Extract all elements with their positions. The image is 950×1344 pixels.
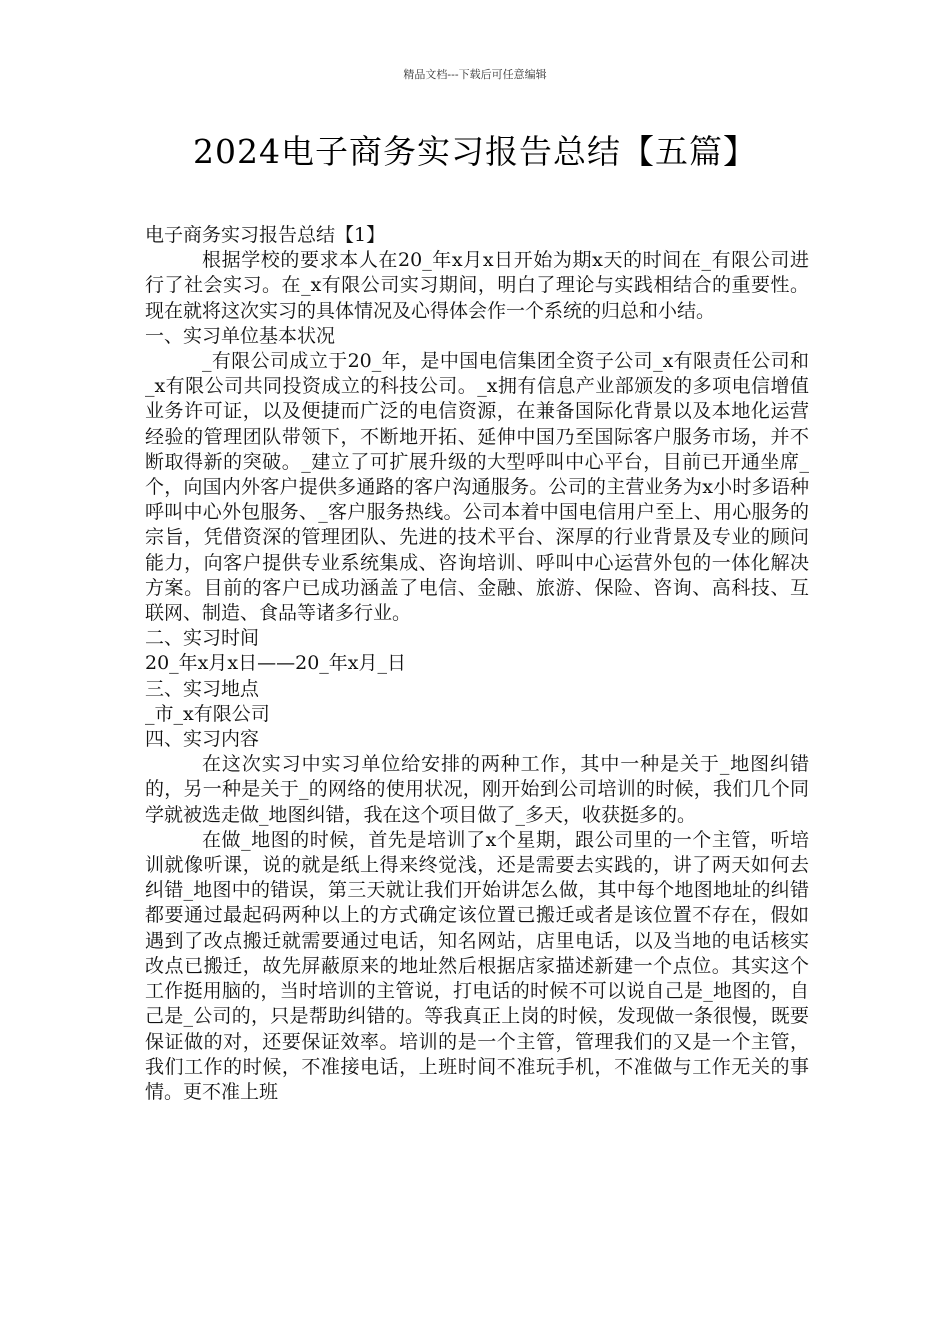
document-title: 2024电子商务实习报告总结【五篇】 — [193, 132, 757, 171]
section-title: 电子商务实习报告总结【1】 — [145, 224, 386, 246]
heading-internship-content: 四、实习内容 — [145, 728, 260, 751]
document-body — [145, 223, 809, 1105]
heading-internship-time: 二、实习时间 — [145, 627, 260, 650]
heading-company-status: 一、实习单位基本状况 — [145, 324, 336, 347]
paragraph-intro: 根据学校的要求本人在20_年x月x日开始为期x天的时间在_有限公司进行了社会实习。在_x有限公司实习期间，明白了理论与实践相结合的重要性。现在就将这次实习的具体情况及心得体会作一个系统的归总和小结。 — [145, 249, 809, 322]
paragraph-place: _市_x有限公司 — [145, 702, 270, 725]
paragraph-content-2: 在做_地图的时候，首先是培训了x个星期，跟公司里的一个主管，听培训就像听课，说的就是纸上得来终觉浅，还是需要去实践的，讲了两天如何去纠错_地图中的错误，第三天就让我们开始讲怎么做，其中每个地图地址的纠错都要通过最起码两种以上的方式确定该位置已搬迁或者是该位置不存在，假如遇到了改点搬迁就需要通过电话，知名网站，店里电话，以及当地的电话核实改点已搬迁，故先屏蔽原来的地址然后根据店家描述新建一个点位。其实这个工作挺用脑的，当时培训的主管说，打电话的时候不可以说自己是_地图的，自己是_公司的，只是帮助纠错的。等我真正上岗的时候，发现做一条很慢，既要保证做的对，还要保证效率。培训的是一个主管，管理我们的又是一个主管，我们工作的时候，不准接电话，上班时间不准玩手机，不准做与工作无关的事情。更不准上班 — [145, 828, 809, 1103]
paragraph-content-1: 在这次实习中实习单位给安排的两种工作，其中一种是关于_地图纠错的，另一种是关于_的网络的使用状况，刚开始到公司培训的时候，我们几个同学就被选走做_地图纠错，我在这个项目做了_多天，收获挺多的。 — [145, 753, 809, 826]
paragraph-time: 20_年x月x日——20_年x月_日 — [145, 652, 406, 675]
paragraph-company: _有限公司成立于20_年，是中国电信集团全资子公司_x有限责任公司和_x有限公司共同投资成立的科技公司。_x拥有信息产业部颁发的多项电信增值业务许可证，以及便捷而广泛的电信资源，在兼备国际化背景以及本地化运营经验的管理团队带领下，不断地开拓、延伸中国乃至国际客户服务市场，并不断取得新的突破。_建立了可扩展升级的大型呼叫中心平台，目前已开通坐席_个，向国内外客户提供多通路的客户沟通服务。公司的主营业务为x小时多语种呼叫中心外包服务、_客户服务热线。公司本着中国电信用户至上、用心服务的宗旨，凭借资深的管理团队、先进的技术平台、深厚的行业背景及专业的顾问能力，向客户提供专业系统集成、咨询培训、呼叫中心运营外包的一体化解决方案。目前的客户已成功涵盖了电信、金融、旅游、保险、咨询、高科技、互联网、制造、食品等诸多行业。 — [145, 350, 809, 625]
header-note: 精品文档---下载后可任意编辑 — [403, 68, 547, 81]
heading-internship-place: 三、实习地点 — [145, 677, 260, 700]
